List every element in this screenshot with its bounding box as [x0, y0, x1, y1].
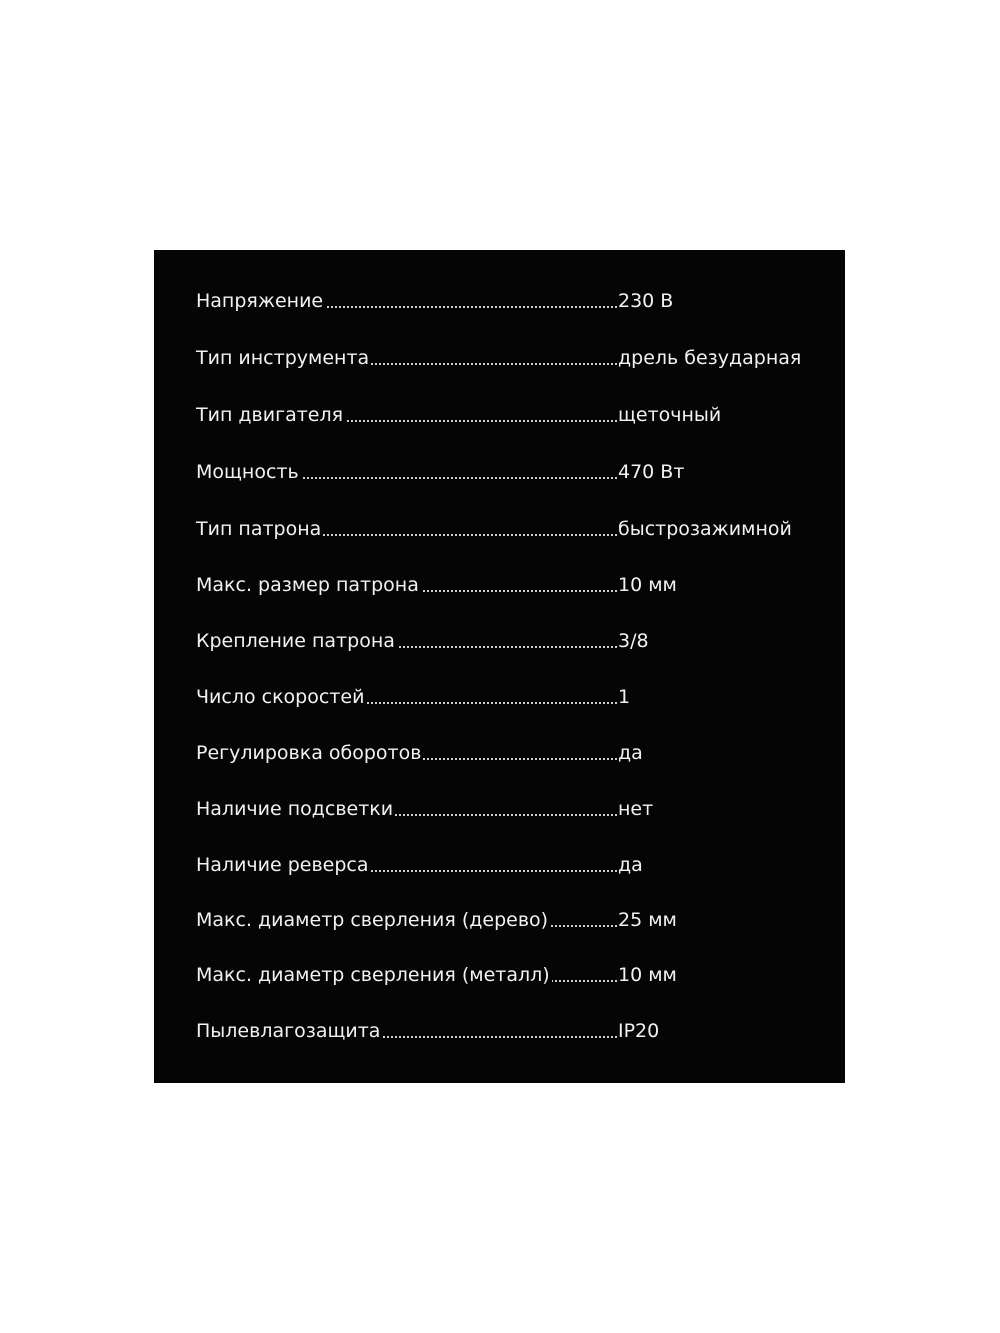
spec-row-rpm-control — [196, 739, 804, 767]
spec-row-backlight — [196, 795, 804, 823]
spec-value: 25 мм — [618, 906, 677, 934]
spec-row-tool-type — [196, 344, 804, 372]
spec-row-max-drill-wood — [196, 906, 804, 934]
spec-label: Тип патрона — [196, 515, 323, 543]
spec-row-motor-type — [196, 401, 804, 429]
spec-row-voltage — [196, 287, 804, 315]
spec-value: 470 Вт — [618, 458, 684, 486]
spec-label: Макс. размер патрона — [196, 571, 421, 599]
spec-value: дрель безударная — [618, 344, 801, 372]
spec-value: щеточный — [618, 401, 721, 429]
spec-label: Наличие подсветки — [196, 795, 395, 823]
spec-label: Напряжение — [196, 287, 325, 315]
spec-value: нет — [618, 795, 653, 823]
spec-value: да — [618, 739, 643, 767]
spec-row-max-drill-metal — [196, 961, 804, 989]
spec-value: 1 — [618, 683, 630, 711]
spec-label: Тип двигателя — [196, 401, 345, 429]
spec-label: Наличие реверса — [196, 851, 371, 879]
spec-label: Крепление патрона — [196, 627, 397, 655]
spec-label: Число скоростей — [196, 683, 366, 711]
spec-row-dust-water-protection — [196, 1017, 804, 1045]
spec-value: да — [618, 851, 643, 879]
spec-label: Регулировка оборотов — [196, 739, 423, 767]
spec-value: IP20 — [618, 1017, 659, 1045]
spec-label: Макс. диаметр сверления (металл) — [196, 961, 552, 989]
spec-row-max-chuck-size — [196, 571, 804, 599]
spec-value: 10 мм — [618, 961, 677, 989]
spec-row-power — [196, 458, 804, 486]
spec-value: 10 мм — [618, 571, 677, 599]
spec-value: 230 В — [618, 287, 673, 315]
spec-label: Тип инструмента — [196, 344, 371, 372]
spec-row-reverse — [196, 851, 804, 879]
spec-value: быстрозажимной — [618, 515, 792, 543]
spec-row-chuck-mount — [196, 627, 804, 655]
specifications-panel — [154, 250, 845, 1083]
spec-value: 3/8 — [618, 627, 649, 655]
spec-label: Макс. диаметр сверления (дерево) — [196, 906, 550, 934]
spec-label: Пылевлагозащита — [196, 1017, 382, 1045]
spec-label: Мощность — [196, 458, 301, 486]
spec-row-speed-count — [196, 683, 804, 711]
spec-row-chuck-type — [196, 515, 804, 543]
